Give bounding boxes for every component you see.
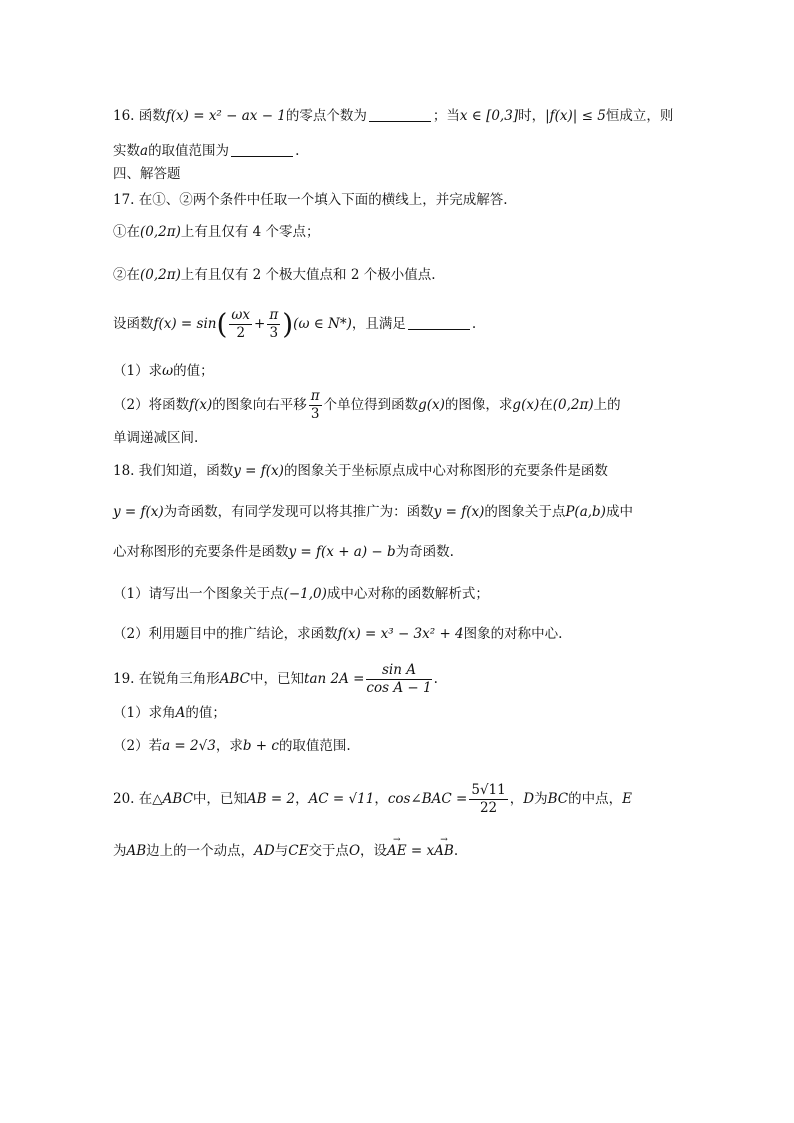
q16-text: 函数 (138, 108, 166, 124)
q18-text: 成中心对称的函数解析式； (326, 586, 489, 602)
q19-text: 的值； (185, 705, 226, 721)
fraction-5sqrt11-over-22 (469, 782, 507, 817)
q17-text: ②在 (113, 267, 140, 283)
q16-line-1 (113, 106, 673, 126)
q16-text: . (295, 143, 300, 159)
q19-line-1 (113, 660, 438, 698)
q20-ac: AC = √11 (308, 791, 375, 807)
q18-part-1 (113, 584, 489, 604)
q16-answer-blank-1[interactable] (369, 107, 431, 122)
q18-line-1 (113, 461, 608, 481)
q16-variable: a (140, 143, 149, 159)
q20-text: 交于点 (308, 843, 349, 859)
q20-text: 与 (274, 843, 289, 859)
q17-text: . (471, 316, 477, 332)
q18-function: f(x) = x³ − 3x² + 4 (337, 626, 464, 642)
plus-sign: + (254, 316, 266, 332)
q17-text: 的图象向右平移 (212, 397, 307, 413)
q19-triangle: ABC (219, 671, 251, 687)
q20-text: 为 (534, 791, 548, 807)
q17-g: g(x) (418, 397, 445, 413)
q19-text: . (433, 671, 438, 687)
q17-text: ①在 (113, 224, 140, 240)
q17-text: ，且满足 (351, 316, 406, 332)
q20-line-2 (113, 841, 458, 861)
q17-part-2 (113, 386, 621, 424)
q17-g: g(x) (512, 397, 540, 413)
q19-text: ，求 (215, 738, 243, 754)
q18-text: 为奇函数. (395, 544, 454, 560)
q17-text: 的图像，求 (444, 397, 513, 413)
fraction-sinA-over-cosA-1 (366, 662, 431, 697)
q20-ab: AB = 2 (246, 791, 296, 807)
q20-bc: BC (547, 791, 569, 807)
q17-text: （1）求 (113, 363, 163, 379)
q18-function: y = f(x + a) − b (288, 544, 396, 560)
q18-function: y = f(x) (233, 463, 284, 479)
q17-condition-blank[interactable] (408, 315, 470, 330)
q16-line-2 (113, 141, 299, 161)
q18-line-3 (113, 542, 454, 562)
frac-numerator: 5√11 (471, 782, 506, 798)
q17-function: f(x) = sin (153, 316, 217, 332)
q20-text: ， (295, 791, 309, 807)
q18-text: （2）利用题目中的推广结论，求函数 (113, 626, 338, 642)
fraction-omega-x-over-2 (229, 307, 252, 342)
q20-point-o: O (348, 843, 361, 859)
q20-ab: AB (126, 843, 147, 859)
q20-cos: cos∠BAC = (387, 791, 468, 807)
q19-part-2 (113, 736, 351, 756)
q17-intro: 17. 在①、②两个条件中任取一个填入下面的横线上，并完成解答. (113, 192, 508, 208)
q19-part-1 (113, 703, 226, 723)
q18-text: 为奇函数，有同学发现可以将其推广为：函数 (163, 504, 434, 520)
q16-number: 16. (113, 108, 135, 124)
q19-angle: A (175, 705, 186, 721)
q19-equation: a = 2√3 (162, 738, 216, 754)
frac-denominator: 3 (269, 325, 279, 341)
q16-answer-blank-2[interactable] (231, 142, 293, 157)
frac-denominator: cos A − 1 (366, 680, 432, 696)
fraction-pi-over-3 (309, 388, 322, 423)
q17-text: （2）将函数 (113, 397, 190, 413)
q17-function-def (113, 304, 476, 345)
q18-text: 图象的对称中心. (463, 626, 563, 642)
q17-condition-2 (113, 265, 436, 285)
q19-text: （1）求角 (113, 705, 176, 721)
q17-part-2-cont: 单调递减区间. (113, 430, 199, 446)
frac-numerator: sin A (366, 662, 431, 680)
q18-text: 18. 我们知道，函数 (113, 463, 234, 479)
q18-point: (−1,0) (283, 586, 327, 602)
q19-text: 19. 在锐角三角形 (113, 671, 220, 687)
q17-interval: (0,2π) (140, 267, 181, 283)
q20-text: 20. 在 (113, 791, 153, 807)
q20-text: 的中点， (568, 791, 623, 807)
q16-text: ；当 (432, 108, 460, 124)
q18-text: 的图象关于坐标原点成中心对称图形的充要条件是函数 (283, 463, 608, 479)
q16-condition: x ∈ [0,3] (459, 108, 519, 124)
q19-text: （2）若 (113, 738, 163, 754)
frac-denominator: 2 (236, 325, 246, 341)
q18-text: 成中 (605, 504, 633, 520)
frac-numerator: π (269, 307, 279, 323)
q16-text: 实数 (113, 143, 140, 159)
q20-text: 边上的一个动点， (146, 843, 255, 859)
q17-f: f(x) (189, 397, 213, 413)
q19-sum: b + c (242, 738, 279, 754)
q20-line-1 (113, 779, 632, 819)
q20-text: 中，已知 (192, 791, 247, 807)
q20-point-e: E (622, 791, 632, 807)
q18-text: 的图象关于点 (484, 504, 566, 520)
q20-ce: CE (288, 843, 309, 859)
q20-text: ， (374, 791, 388, 807)
q18-point: P(a,b) (565, 504, 606, 520)
q20-text: 为 (113, 843, 127, 859)
frac-numerator: ωx (231, 307, 251, 323)
q18-text: 心对称图形的充要条件是函数 (113, 544, 289, 560)
q20-text: ， (509, 791, 524, 807)
q20-point-d: D (523, 791, 535, 807)
frac-denominator: 3 (310, 406, 320, 422)
q20-triangle: △ABC (152, 791, 193, 807)
q18-function: y = f(x) (433, 504, 485, 520)
right-paren: ) (282, 307, 294, 341)
q17-text: 上有且仅有 2 个极大值点和 2 个极小值点. (180, 267, 436, 283)
q16-inequality: |f(x)| ≤ 5 (545, 108, 606, 124)
q19-text: 的取值范围. (278, 738, 351, 754)
left-paren: ( (216, 307, 228, 341)
q19-tan: tan 2A = (304, 671, 365, 687)
q17-text: 上的 (593, 397, 621, 413)
frac-numerator: π (310, 388, 320, 404)
q18-part-2 (113, 624, 562, 644)
q17-text: 上有且仅有 4 个零点； (180, 224, 320, 240)
frac-denominator: 22 (479, 800, 498, 816)
fraction-pi-over-3 (267, 307, 280, 342)
q20-text: ，设 (360, 843, 388, 859)
q18-text: （1）请写出一个图象关于点 (113, 586, 284, 602)
q17-text: 设函数 (113, 316, 154, 332)
q20-ad: AD (254, 843, 275, 859)
q18-function: y = f(x) (113, 504, 164, 520)
q16-function: f(x) = x² − ax − 1 (165, 108, 286, 124)
q17-omega-domain: (ω ∈ N*) (293, 316, 352, 332)
q16-text: 时， (518, 108, 546, 124)
q17-text: 在 (539, 397, 553, 413)
q16-text: 的零点个数为 (285, 108, 367, 124)
q17-text: 个单位得到函数 (323, 397, 419, 413)
q17-interval: (0,2π) (552, 397, 594, 413)
q18-line-2 (113, 502, 633, 522)
q17-text: 的值； (173, 363, 214, 379)
q16-text: 恒成立，则 (605, 108, 674, 124)
section-heading: 四、解答题 (113, 166, 181, 182)
q20-eq: = x (406, 843, 435, 859)
q16-text: 的取值范围为 (148, 143, 230, 159)
q17-omega: ω (162, 363, 174, 379)
q17-interval: (0,2π) (140, 224, 181, 240)
q17-condition-1 (113, 222, 320, 242)
vector-ae: → AE (387, 841, 407, 861)
q17-part-1 (113, 361, 214, 381)
q20-text: . (453, 843, 459, 859)
vector-ab: → AB (434, 841, 454, 861)
q19-text: 中，已知 (250, 671, 305, 687)
